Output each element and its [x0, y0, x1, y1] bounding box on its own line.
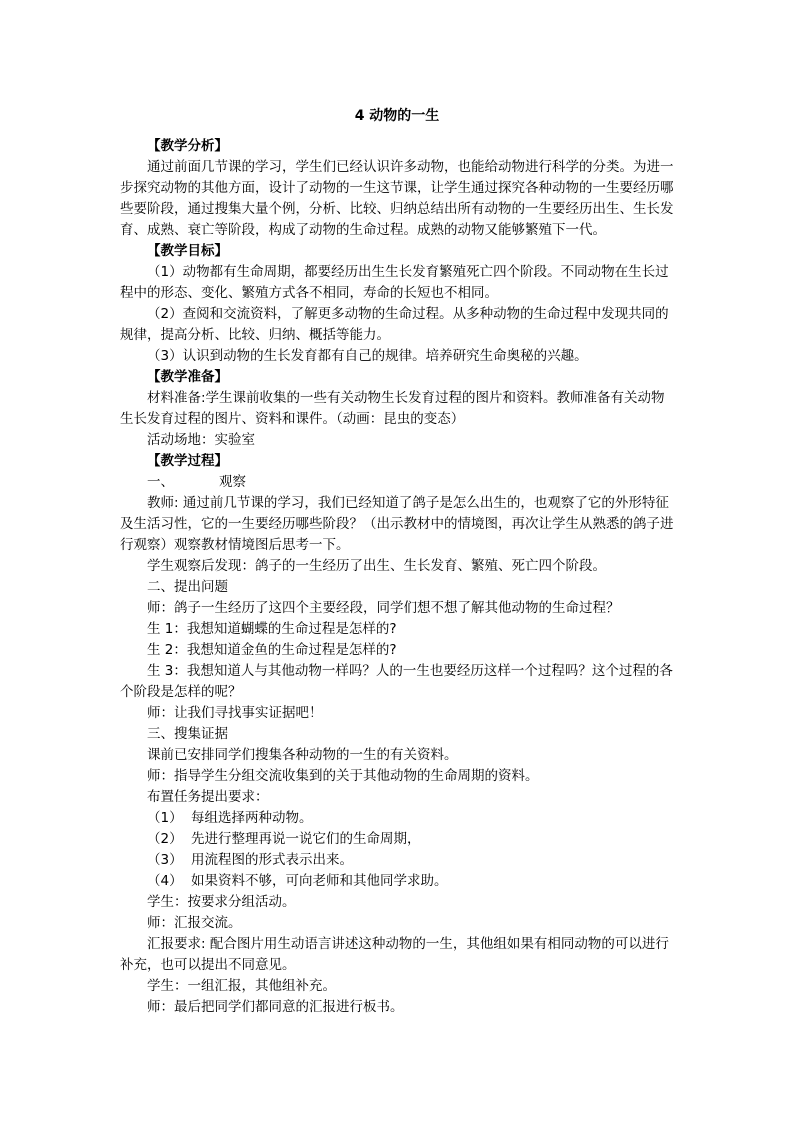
teacher-line: 师：汇报交流。 [147, 915, 242, 931]
teacher-line: 师：鸽子一生经历了这四个主要经段，同学们想不想了解其他动物的生命过程？ [147, 600, 620, 616]
teacher-line: 师：让我们寻找事实证据吧！ [147, 705, 323, 721]
prep-materials: 材料准备:学生课前收集的一些有关动物生长发育过程的图片和资料。教师准备有关动物生长发育过程的图片、资料和课件。（动画：昆虫的变态） [120, 390, 665, 427]
step-heading-2: 二、提出问题 [147, 579, 228, 595]
student-line: 生 3：我想知道人与其他动物一样吗？人的一生也要经历这样一个过程吗？这个过程的各个阶段是怎样的呢？ [120, 663, 673, 700]
task-number: （1） [147, 810, 183, 826]
document-body [120, 136, 678, 1018]
task-item [120, 871, 678, 892]
task-number: （3） [147, 852, 183, 868]
goal-item-1: （1）动物都有生命周期，都要经历出生生长发育繁殖死亡四个阶段。不同动物在生长过程中的形态、变化、繁殖方式各不相同，寿命的长短也不相同。 [120, 264, 669, 301]
goal-item-2: （2）查阅和交流资料，了解更多动物的生命过程。从多种动物的生命过程中发现共同的规律，提高分析、比较、归纳、概括等能力。 [120, 306, 669, 343]
step-heading-1 [120, 472, 678, 493]
report-requirement: 汇报要求: 配合图片用生动语言讲述这种动物的一生，其他组如果有相同动物的可以进行补充，也可以提出不同意见。 [120, 936, 669, 973]
prep-venue: 活动场地：实验室 [147, 432, 255, 448]
task-text: 先进行整理再说一说它们的生命周期， [191, 831, 421, 847]
student-line: 生 2：我想知道金鱼的生命过程是怎样的? [147, 642, 397, 658]
section-heading-goals: 【教学目标】 [147, 243, 228, 259]
arranged-line: 课前已安排同学们搜集各种动物的一生的有关资料。 [147, 747, 458, 763]
step-number: 一、 [147, 474, 174, 490]
task-intro: 布置任务提出要求： [147, 789, 269, 805]
goal-item-3: （3）认识到动物的生长发育都有自己的规律。培养研究生命奥秘的兴趣。 [147, 348, 588, 364]
step-title: 观察 [219, 474, 246, 490]
student-line: 学生：按要求分组活动。 [147, 894, 296, 910]
task-number: （2） [147, 831, 183, 847]
task-item [120, 850, 678, 871]
step-heading-3: 三、搜集证据 [147, 726, 228, 742]
student-line: 学生：一组汇报，其他组补充。 [147, 978, 336, 994]
teacher-line: 师：指导学生分组交流收集到的关于其他动物的生命周期的资料。 [147, 768, 539, 784]
task-item [120, 808, 678, 829]
section-heading-prep: 【教学准备】 [147, 369, 228, 385]
task-item [120, 829, 678, 850]
section-heading-process: 【教学过程】 [147, 453, 228, 469]
teacher-line: 教师: 通过前几节课的学习，我们已经知道了鸽子是怎么出生的，也观察了它的外形特征及生活习性，它的一生要经历哪些阶段？（出示教材中的情境图，再次让学生从熟悉的鸽子进行观察）观察教材情境图后思考一下。 [120, 495, 674, 553]
task-text: 每组选择两种动物。 [191, 810, 313, 826]
task-text: 用流程图的形式表示出来。 [191, 852, 353, 868]
student-finding: 学生观察后发现：鸽子的一生经历了出生、生长发育、繁殖、死亡四个阶段。 [147, 558, 606, 574]
task-number: （4） [147, 873, 183, 889]
student-line: 生 1：我想知道蝴蝶的生命过程是怎样的? [147, 621, 397, 637]
section-heading-analysis: 【教学分析】 [147, 138, 228, 154]
document-title: 4 动物的一生 [354, 108, 440, 124]
analysis-paragraph: 通过前面几节课的学习，学生们已经认识许多动物，也能给动物进行科学的分类。为进一步探究动物的其他方面，设计了动物的一生这节课，让学生通过探究各种动物的一生要经历哪些要阶段，通过搜集大量个例，分析、比较、归纳总结出所有动物的一生要经历出生、生长发育、成熟、衰亡等阶段，构成了动物的生命过程。成熟的动物又能够繁殖下一代。 [120, 159, 674, 238]
task-text: 如果资料不够，可向老师和其他同学求助。 [191, 873, 448, 889]
teacher-line: 师：最后把同学们都同意的汇报进行板书。 [147, 999, 404, 1015]
